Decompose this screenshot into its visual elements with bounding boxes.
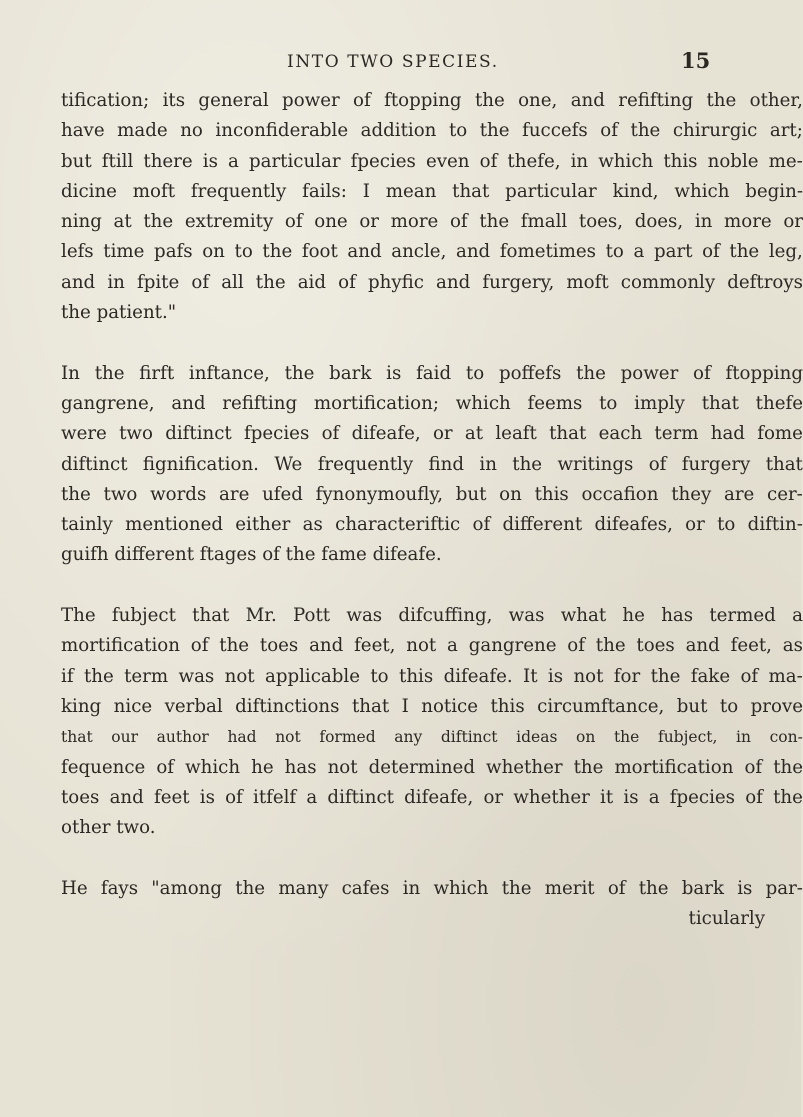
text-line: the patient." [61, 302, 177, 324]
text-line: were two diftinct fpecies of difeafe, or at leaft that each term had fome [61, 423, 803, 445]
page-header [0, 46, 801, 76]
text-line: In the firft inftance, the bark is faid to poffefs the power of ftopping [61, 362, 803, 384]
text-line: king nice verbal diftinctions that I notice this circumftance, but to prove [61, 695, 803, 717]
text-line: have made no inconfiderable addition to the fuccefs of the chirurgic art; [61, 120, 803, 142]
paragraph-1 [61, 86, 803, 328]
paragraph-gap [61, 328, 803, 358]
text-line: toes and feet is of itfelf a diftinct difeafe, or whether it is a fpecies of the [61, 786, 803, 808]
running-head: INTO TWO SPECIES. [287, 52, 499, 72]
page-number: 15 [681, 48, 711, 73]
text-line: that our author had not formed any diftinct ideas on the fubject, in con- [61, 728, 803, 747]
text-line: ning at the extremity of one or more of the fmall toes, does, in more or [61, 211, 803, 233]
paragraph-4 [61, 874, 803, 904]
paragraph-3 [61, 601, 803, 843]
text-line: The fubject that Mr. Pott was difcuffing, was what he has termed a [61, 605, 803, 627]
paragraph-gap [61, 843, 803, 873]
text-line: He fays "among the many cafes in which the merit of the bark is par- [61, 877, 803, 899]
text-line: other two. [61, 817, 156, 839]
body-text [61, 86, 803, 934]
text-line: and in fpite of all the aid of phyfic and furgery, moft commonly deftroys [61, 271, 803, 293]
text-line: gangrene, and refifting mortification; which feems to imply that thefe [61, 392, 803, 414]
text-line: tification; its general power of ftopping the one, and refifting the other, [61, 90, 803, 111]
text-line: tainly mentioned either as characteriftic of different difeafes, or to diftin- [61, 514, 803, 536]
text-line: fequence of which he has not determined whether the mortification of the [61, 756, 803, 778]
text-line: diftinct fignification. We frequently find in the writings of furgery that [61, 453, 803, 475]
text-line: lefs time pafs on to the foot and ancle, and fometimes to a part of the leg, [61, 241, 803, 263]
paragraph-gap [61, 571, 803, 601]
text-line: guifh different ftages of the fame difeafe. [61, 544, 442, 566]
catchword: ticularly [688, 908, 765, 930]
text-line: but ftill there is a particular fpecies even of thefe, in which this noble me- [61, 150, 803, 172]
text-line: dicine moft frequently fails: I mean that particular kind, which begin- [61, 180, 803, 202]
paragraph-2 [61, 359, 803, 571]
text-line: mortification of the toes and feet, not a gangrene of the toes and feet, as [61, 635, 803, 657]
text-line: if the term was not applicable to this difeafe. It is not for the fake of ma- [61, 665, 803, 687]
text-line: the two words are ufed fynonymoufly, but on this occafion they are cer- [61, 483, 803, 505]
